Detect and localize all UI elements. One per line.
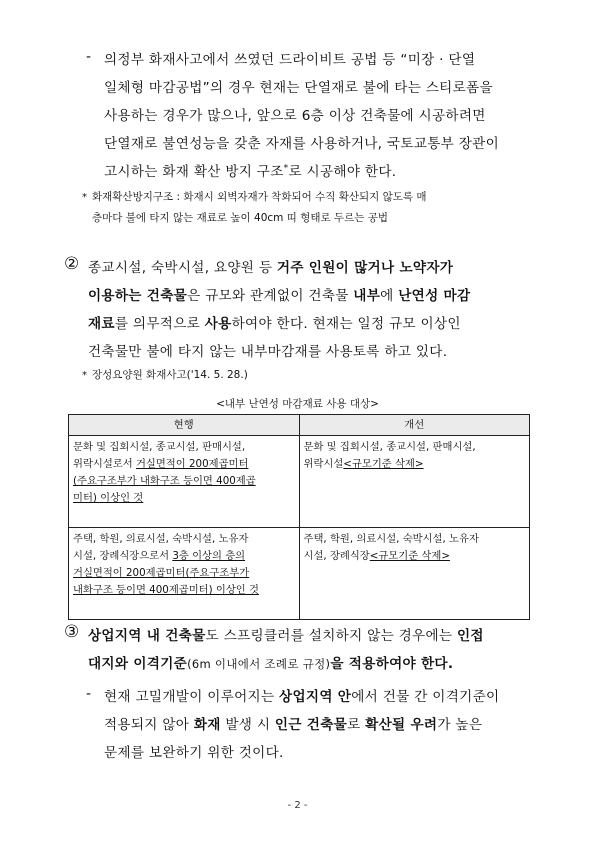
header-current: 현행	[69, 415, 300, 436]
underlined-segment: 3층 이상의 층의	[172, 550, 246, 562]
cell-line: 문화 및 집회시설, 종교시설, 판매시설,	[303, 441, 476, 453]
row-2-improved-cell	[299, 528, 530, 620]
text-segment: 종교시설, 숙박시설, 요양원 등	[88, 260, 277, 276]
note-1-line-1: 화재확산방지구조 : 화재시 외벽자재가 착화되어 수직 확산되지 않도록 매	[92, 191, 427, 203]
note-asterisk: *	[82, 370, 87, 381]
bold-segment: 인접	[456, 628, 484, 644]
bold-segment: 사용	[204, 316, 232, 332]
bold-segment: 인근 건축물	[274, 717, 348, 733]
note-1-line-2: 층마다 불에 타지 않는 재료로 높이 40cm 띠 형태로 두르는 공법	[92, 212, 389, 224]
paragraph-4-line-1	[104, 685, 499, 705]
text-segment: 발생 시	[220, 717, 275, 733]
paragraph-3-line-2	[88, 652, 453, 672]
cell-line: 문화 및 집회시설, 종교시설, 판매시설,	[73, 441, 246, 453]
paragraph-3-line-1	[88, 624, 484, 644]
cell-line: 미터) 이상인 것	[73, 492, 144, 504]
cell-line	[304, 548, 526, 565]
underlined-segment: 거실면적이 200제곱미터	[135, 458, 249, 470]
paragraph-2-line-4: 건축물만 불에 타지 않는 내부마감재를 사용토록 하고 있다.	[88, 344, 448, 360]
underlined-segment: <규모기준 삭제>	[343, 458, 424, 470]
row-1-improved-cell	[299, 436, 530, 528]
text-segment: 에서 건물 간 이격기준이	[351, 689, 500, 705]
cell-line: 주택, 학원, 의료시설, 숙박시설, 노유자	[303, 533, 479, 545]
text-segment: 하여야 한다. 현재는 일정 규모 이상인	[231, 316, 461, 332]
cell-line: 주택, 학원, 의료시설, 숙박시설, 노유자	[73, 533, 249, 545]
paragraph-2-line-1	[88, 256, 453, 276]
paragraph-2-line-3	[88, 312, 461, 332]
paragraph-4-line-2	[104, 713, 482, 733]
bold-segment: 내부	[353, 288, 381, 304]
text-segment: 시설, 장례식장으로서	[73, 550, 173, 562]
text-segment: 에	[380, 288, 399, 304]
bold-segment: 재료	[88, 316, 115, 332]
header-improved: 개선	[299, 415, 530, 436]
note-asterisk: *	[82, 192, 87, 203]
bold-segment: 대지와 이격기준	[88, 656, 188, 672]
comparison-table	[68, 414, 530, 620]
item-number-2: ②	[64, 254, 80, 274]
paragraph-1-line-1: 의정부 화재사고에서 쓰였던 드라이비트 공법 등 “미장 · 단열	[104, 52, 476, 68]
text-segment: 적용되지 않아	[104, 717, 194, 733]
text-segment: (6m 이내에서 조례로 규정)	[187, 657, 331, 671]
bold-segment: 을 적용하여야 한다.	[330, 656, 454, 672]
text-segment: 현재 고밀개발이 이루어지는	[104, 689, 280, 705]
table-row	[69, 436, 530, 528]
text-segment: 가 높은	[437, 717, 483, 733]
cell-line: (주요구조부가 내화구조 등이면 400제곱	[73, 475, 256, 487]
paragraph-2-line-2	[88, 284, 470, 304]
bold-segment: 확산될 우려	[365, 717, 438, 733]
text-segment: 시설, 장례식장	[303, 550, 370, 562]
text-segment: 은 규모와 관계없이 건축물	[187, 288, 354, 304]
cell-line	[304, 456, 526, 473]
text-segment: 를 의무적으로	[114, 316, 205, 332]
bold-segment: 이용하는 건축물	[88, 288, 188, 304]
cell-line: 거실면적이 200제곱미터(주요구조부가	[73, 567, 250, 579]
paragraph-1-line-4: 단열재로 불연성능을 갖춘 자재를 사용하거나, 국토교통부 장관이	[104, 136, 499, 152]
text-segment: 도 스프링클러를 설치하지 않는 경우에는	[205, 628, 457, 644]
paragraph-1-line-5	[104, 160, 396, 180]
table-header-row	[69, 415, 530, 436]
text-segment: 위락시설	[303, 458, 344, 470]
page-number: - 2 -	[287, 800, 308, 811]
bold-segment: 화재	[193, 717, 221, 733]
bold-segment: 난연성 마감	[398, 288, 471, 304]
bullet-dash: -	[86, 686, 92, 702]
footnote-mark: *	[283, 163, 289, 174]
cell-line	[73, 548, 295, 565]
row-2-current-cell	[69, 528, 300, 620]
note-2-text: 장성요양원 화재사고('14. 5. 28.)	[92, 369, 248, 381]
text-segment: 로	[347, 717, 366, 733]
text-segment: 로 시공해야 한다.	[288, 164, 397, 180]
text-segment: 위락시설로서	[73, 458, 136, 470]
paragraph-1-line-3: 사용하는 경우가 많으나, 앞으로 6층 이상 건축물에 시공하려면	[104, 108, 486, 124]
bullet-dash: -	[86, 49, 92, 65]
underlined-segment: <규모기준 삭제>	[369, 550, 450, 562]
cell-line: 내화구조 등이면 400제곱미터) 이상인 것	[73, 584, 259, 596]
row-1-current-cell	[69, 436, 300, 528]
bold-segment: 상업지역 안	[279, 689, 352, 705]
paragraph-4-line-3: 문제를 보완하기 위한 것이다.	[104, 745, 284, 761]
bold-segment: 상업지역 내 건축물	[88, 628, 206, 644]
bold-segment: 거주 인원이 많거나 노약자가	[276, 260, 454, 276]
cell-line	[73, 456, 295, 473]
text-segment: 고시하는 화재 확산 방지 구조	[104, 164, 284, 180]
table-row	[69, 528, 530, 620]
item-number-3: ③	[64, 622, 80, 642]
paragraph-1-line-2: 일체형 마감공법”의 경우 현재는 단열재로 불에 타는 스티로폼을	[104, 80, 493, 96]
table-title: <내부 난연성 마감재료 사용 대상>	[216, 398, 379, 410]
